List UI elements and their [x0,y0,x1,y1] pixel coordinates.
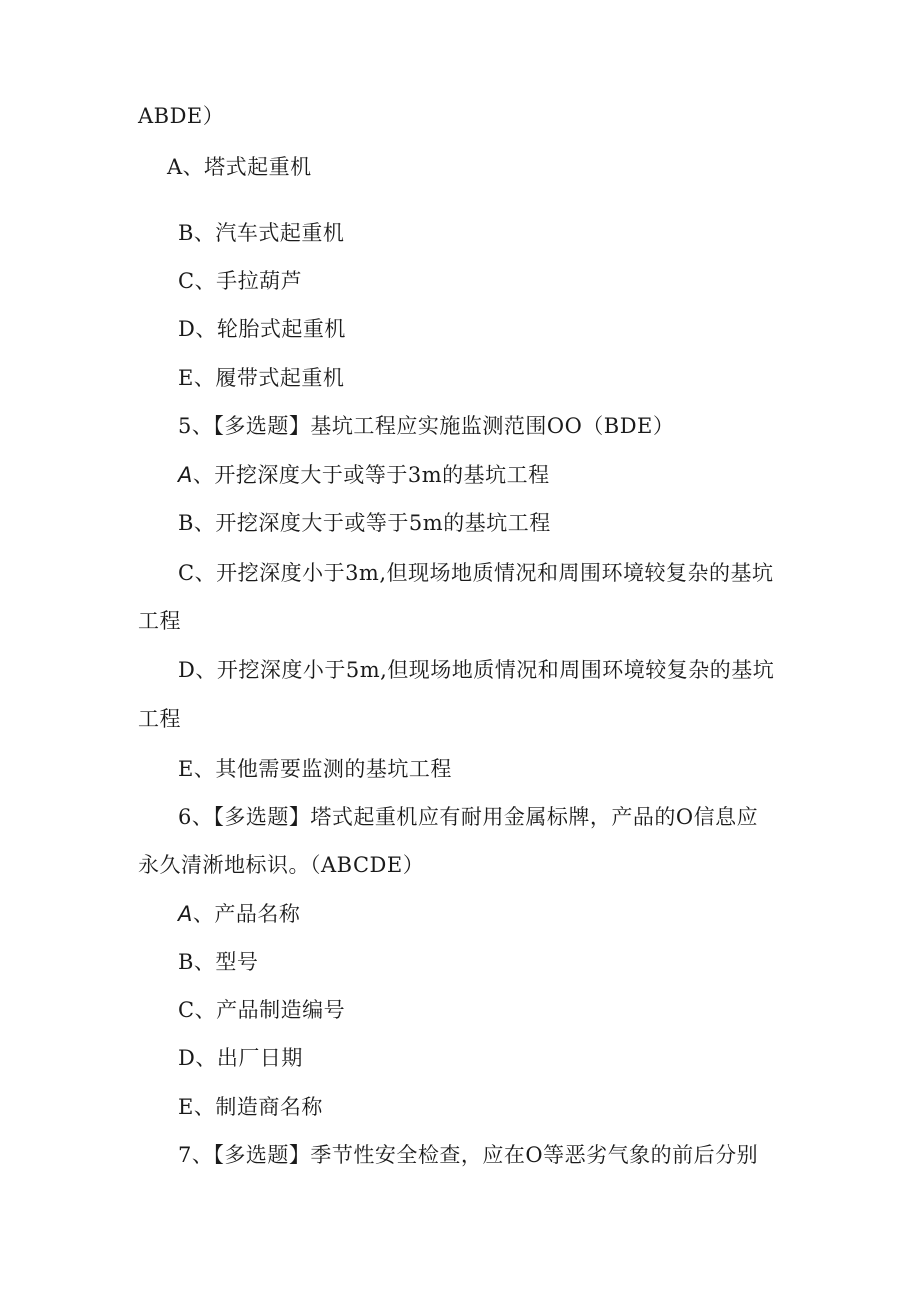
option-e: E、履带式起重机 [178,366,345,390]
option-letter: A [178,902,193,926]
option-c: C、手拉葫芦 [178,269,303,293]
option-b: B、汽车式起重机 [178,221,345,245]
answer-tail: ABDE） [138,104,225,128]
option-letter: A [178,463,193,487]
option-text: 、产品名称 [192,902,301,926]
q6-option-c: C、产品制造编号 [178,998,346,1022]
q6-option-b: B、型号 [178,950,259,974]
question-7: 7、【多选题】季节性安全检查，应在O等恶劣气象的前后分别 [178,1143,759,1167]
option-text: 、开挖深度大于或等于3m的基坑工程 [192,463,550,487]
q6-option-e: E、制造商名称 [178,1095,323,1119]
question-6-cont: 永久清淅地标识。（ABCDE） [138,853,425,877]
question-6: 6、【多选题】塔式起重机应有耐用金属标牌，产品的O信息应 [178,805,759,829]
q5-option-e: E、其他需要监测的基坑工程 [178,757,452,781]
q5-option-d: D、开挖深度小于5m,但现场地质情况和周围环境较复杂的基坑 [178,658,775,682]
q5-option-d-cont: 工程 [138,707,181,731]
option-d: D、轮胎式起重机 [178,317,346,341]
q5-option-a [178,462,550,488]
q5-option-c-cont: 工程 [138,609,181,633]
q5-option-c: C、开挖深度小于3m,但现场地质情况和周围环境较复杂的基坑 [178,561,774,585]
q6-option-d: D、出厂日期 [178,1046,303,1070]
q6-option-a [178,901,300,927]
q5-option-b: B、开挖深度大于或等于5m的基坑工程 [178,511,551,535]
option-a: A、塔式起重机 [167,155,312,179]
question-5: 5、【多选题】基坑工程应实施监测范围OO（BDE） [178,414,675,438]
